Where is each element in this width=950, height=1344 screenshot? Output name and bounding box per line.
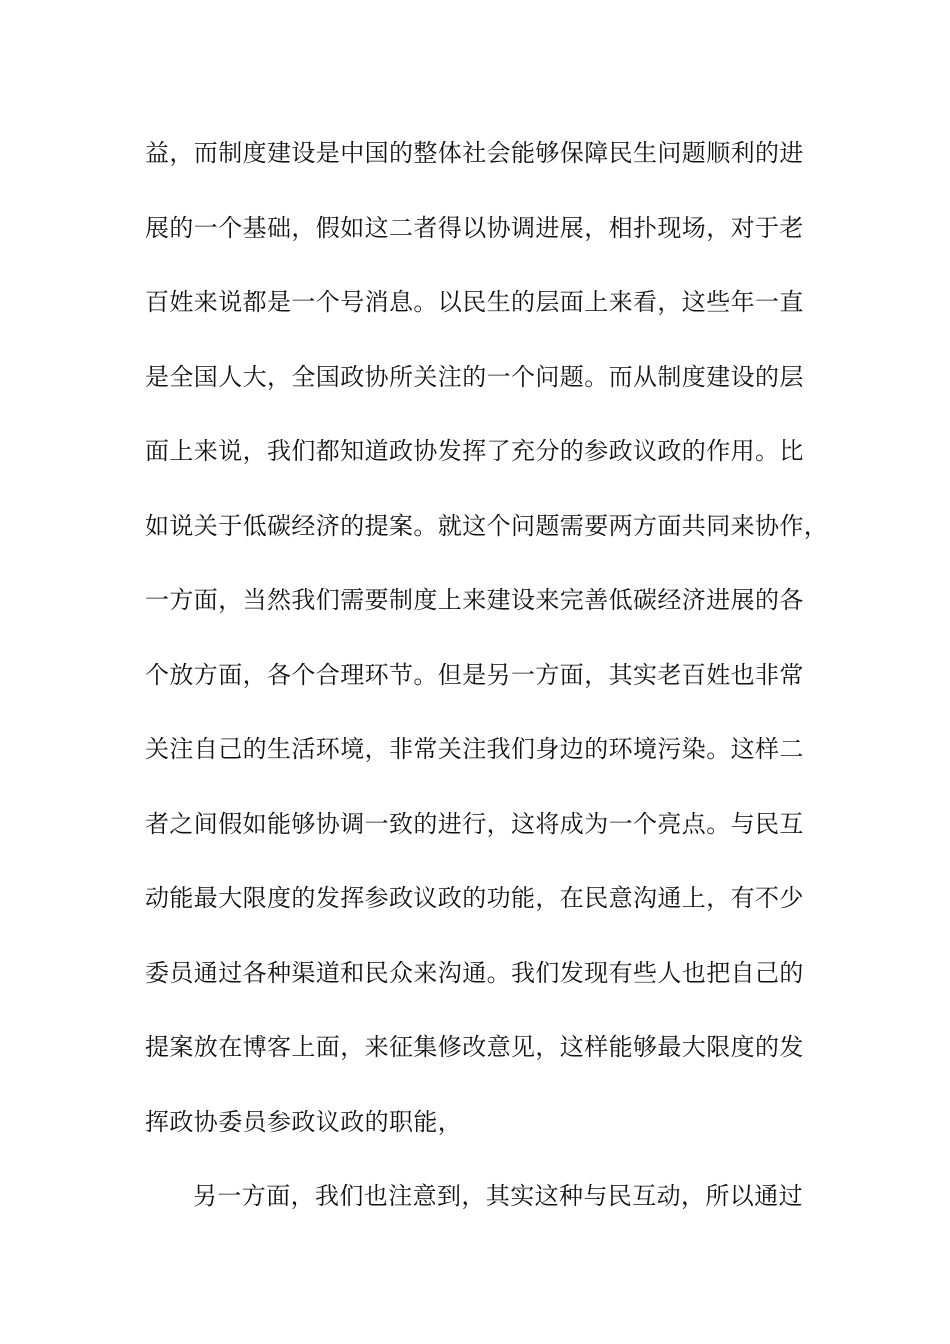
text-line: 一方面，当然我们需要制度上来建设来完善低碳经济进展的各 <box>145 586 804 614</box>
text-line: 展的一个基础，假如这二者得以协调进展，相扑现场，对于老 <box>145 213 804 242</box>
text-line: 如说关于低碳经济的提案。就这个问题需要两方面共同来协作， <box>145 511 829 540</box>
text-line: 动能最大限度的发挥参政议政的功能，在民意沟通上，有不少 <box>145 884 804 912</box>
text-line: 提案放在博客上面，来征集修改意见，这样能够最大限度的发 <box>145 1033 804 1061</box>
text-line: 者之间假如能够协调一致的进行，这将成为一个亮点。与民互 <box>145 809 804 838</box>
text-line: 委员通过各种渠道和民众来沟通。我们发现有些人也把自己的 <box>145 958 804 987</box>
text-line: 是全国人大，全国政协所关注的一个问题。而从制度建设的层 <box>145 362 804 391</box>
text-line: 面上来说，我们都知道政协发挥了充分的参政议政的作用。比 <box>145 437 804 465</box>
text-line: 个放方面，各个合理环节。但是另一方面，其实老百姓也非常 <box>145 660 804 689</box>
paragraph-start-line: 另一方面，我们也注意到，其实这种与民互动，所以通过 <box>193 1182 803 1210</box>
body-text <box>145 128 829 1246</box>
text-line: 关注自己的生活环境，非常关注我们身边的环境污染。这样二 <box>145 735 804 763</box>
text-line: 挥政协委员参政议政的职能， <box>145 1107 463 1136</box>
text-line: 百姓来说都是一个号消息。以民生的层面上来看，这些年一直 <box>145 288 804 316</box>
text-line: 益，而制度建设是中国的整体社会能够保障民生问题顺利的进 <box>145 139 804 167</box>
